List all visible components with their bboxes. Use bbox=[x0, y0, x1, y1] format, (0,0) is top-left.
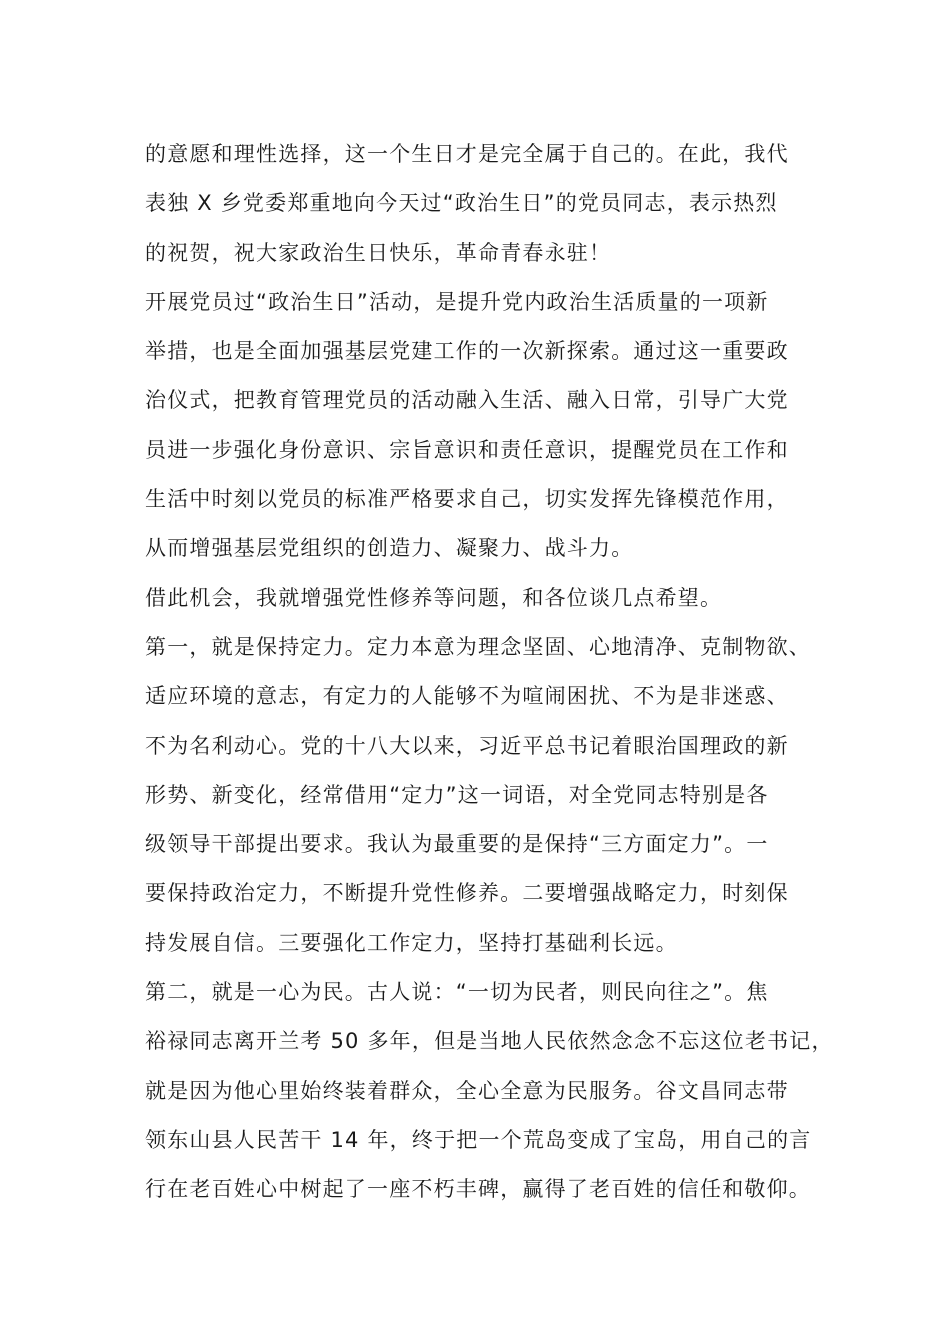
body-text bbox=[145, 130, 835, 1215]
text-line: 第一，就是保持定力。定力本意为理念坚固、心地清净、克制物欲、 bbox=[145, 634, 811, 659]
text-line: 行在老百姓心中树起了一座不朽丰碑，赢得了老百姓的信任和敬仰。 bbox=[145, 1177, 811, 1202]
text-line: 的意愿和理性选择，这一个生日才是完全属于自己的。在此，我代 bbox=[145, 142, 789, 166]
text-line: 就是因为他心里始终装着群众，全心全意为民服务。谷文昌同志带 bbox=[145, 1078, 789, 1103]
text-line: 领东山县人民苦干 14 年，终于把一个荒岛变成了宝岛，用自己的言 bbox=[145, 1127, 812, 1152]
text-line: 借此机会，我就增强党性修养等问题，和各位谈几点希望。 bbox=[145, 585, 723, 610]
text-line: 持发展自信。三要强化工作定力，坚持打基础利长远。 bbox=[145, 930, 678, 955]
text-line: 适应环境的意志，有定力的人能够不为喧闹困扰、不为是非迷惑、 bbox=[145, 684, 789, 709]
text-line: 从而增强基层党组织的创造力、凝聚力、战斗力。 bbox=[145, 536, 634, 561]
text-line: 开展党员过“政治生日”活动，是提升党内政治生活质量的一项新 bbox=[145, 289, 769, 314]
text-line: 形势、新变化，经常借用“定力”这一词语，对全党同志特别是各 bbox=[145, 782, 769, 807]
text-line: 治仪式，把教育管理党员的活动融入生活、融入日常，引导广大党 bbox=[145, 388, 789, 413]
text-line: 生活中时刻以党员的标准严格要求自己，切实发挥先锋模范作用， bbox=[145, 487, 789, 512]
text-line: 员进一步强化身份意识、宗旨意识和责任意识，提醒党员在工作和 bbox=[145, 437, 789, 462]
text-line: 要保持政治定力，不断提升党性修养。二要增强战略定力，时刻保 bbox=[145, 881, 789, 906]
text-line: 表独 X 乡党委郑重地向今天过“政治生日”的党员同志，表示热烈 bbox=[145, 191, 778, 216]
text-line: 举措，也是全面加强基层党建工作的一次新探索。通过这一重要政 bbox=[145, 339, 789, 364]
text-line: 的祝贺，祝大家政治生日快乐，革命青春永驻！ bbox=[145, 240, 612, 265]
text-line: 裕禄同志离开兰考 50 多年，但是当地人民依然念念不忘这位老书记， bbox=[145, 1029, 834, 1054]
text-line: 级领导干部提出要求。我认为最重要的是保持“三方面定力”。一 bbox=[145, 832, 769, 857]
text-line: 第二，就是一心为民。古人说：“一切为民者，则民向往之”。焦 bbox=[145, 980, 769, 1005]
text-line: 不为名利动心。党的十八大以来，习近平总书记着眼治国理政的新 bbox=[145, 733, 789, 758]
